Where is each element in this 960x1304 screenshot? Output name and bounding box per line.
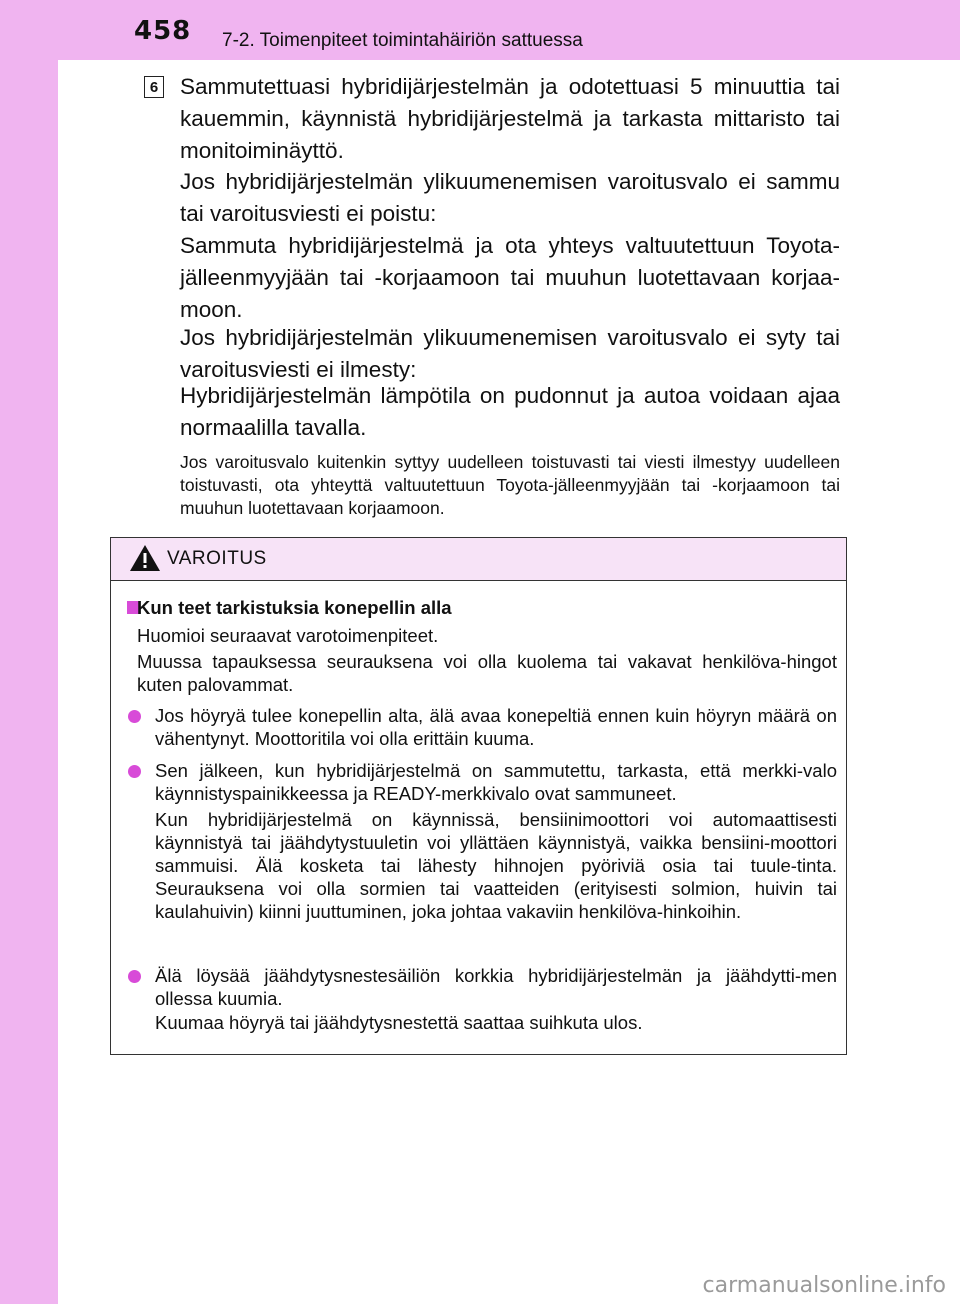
warning-bullet-2-detail: Kun hybridijärjestelmä on käynnissä, bensiinimoottori voi automaattisesti käynnistyä tai jäähdytystuuletin voi yllättäen käynnistyä, vaikka bensiini-moottori sammuisi. Älä kosketa tai lähesty hihnojen pyöriviä osia tai tuule-tinta. Seurauksena voi olla sormien tai vaatteiden (erityisesti solmion, huivin tai kaulahuivin) kiinni juuttuminen, joka johtaa vakaviin henkilöva-hinkoihin. bbox=[155, 809, 837, 922]
case1-action: Sammuta hybridijärjestelmä ja ota yhteys valtuutettuun Toyota-jälleenmyyjään tai -korjaamoon tai muuhun luotettavaan korjaa-moon. bbox=[180, 233, 840, 322]
warning-title: VAROITUS bbox=[167, 548, 267, 569]
page-number: 458 bbox=[134, 16, 192, 46]
step-instruction: Sammutettuasi hybridijärjestelmän ja odotettuasi 5 minuuttia tai kauemmin, käynnistä hybridijärjestelmä ja tarkasta mittaristo tai monitoiminäyttö. bbox=[180, 74, 840, 163]
bullet-dot-icon bbox=[128, 765, 141, 778]
watermark: carmanualsonline.info bbox=[702, 1273, 946, 1298]
warning-bullet-1: Jos höyryä tulee konepellin alta, älä avaa konepeltiä ennen kuin höyryn määrä on vähentynyt. Moottoritila voi olla erittäin kuuma. bbox=[155, 705, 837, 749]
warning-bullet-3-detail: Kuumaa höyryä tai jäähdytysnestettä saattaa suihkuta ulos. bbox=[155, 1012, 643, 1033]
warning-triangle-icon bbox=[129, 543, 161, 573]
case2-action: Hybridijärjestelmän lämpötila on pudonnut ja autoa voidaan ajaa normaalilla tavalla. bbox=[180, 383, 840, 440]
chapter-title: 7-2. Toimenpiteet toimintahäiriön sattuessa bbox=[222, 30, 583, 51]
warning-intro-2: Muussa tapauksessa seurauksena voi olla kuolema tai vakavat henkilöva-hingot kuten palovammat. bbox=[137, 651, 837, 695]
warning-bullet-2: Sen jälkeen, kun hybridijärjestelmä on sammutettu, tarkasta, että merkki-valo käynnistyspainikkeessa ja READY-merkkivalo ovat sammuneet. bbox=[155, 760, 837, 804]
case1-condition: Jos hybridijärjestelmän ylikuumenemisen varoitusvalo ei sammu tai varoitusviesti ei poistu: bbox=[180, 169, 840, 226]
page-side-band bbox=[0, 0, 58, 1304]
step-note: Jos varoitusvalo kuitenkin syttyy uudelleen toistuvasti tai viesti ilmestyy uudelleen toistuvasti, ota yhteyttä valtuutettuun Toyota-jälleenmyyjään tai -korjaamoon tai muuhun luotettavaan korjaamoon. bbox=[180, 452, 840, 518]
bullet-dot-icon bbox=[128, 970, 141, 983]
warning-intro-1: Huomioi seuraavat varotoimenpiteet. bbox=[137, 625, 439, 646]
page-header bbox=[58, 0, 960, 60]
warning-bullet-3: Älä löysää jäähdytysnestesäiliön korkkia hybridijärjestelmän ja jäähdytti-men ollessa kuumia. bbox=[155, 965, 837, 1009]
warning-section-title: Kun teet tarkistuksia konepellin alla bbox=[137, 597, 452, 618]
bullet-dot-icon bbox=[128, 710, 141, 723]
case2-condition: Jos hybridijärjestelmän ylikuumenemisen varoitusvalo ei syty tai varoitusviesti ei ilmesty: bbox=[180, 325, 840, 382]
warning-box bbox=[110, 537, 847, 1055]
step-number-badge: 6 bbox=[144, 76, 164, 98]
warning-header bbox=[111, 538, 846, 581]
